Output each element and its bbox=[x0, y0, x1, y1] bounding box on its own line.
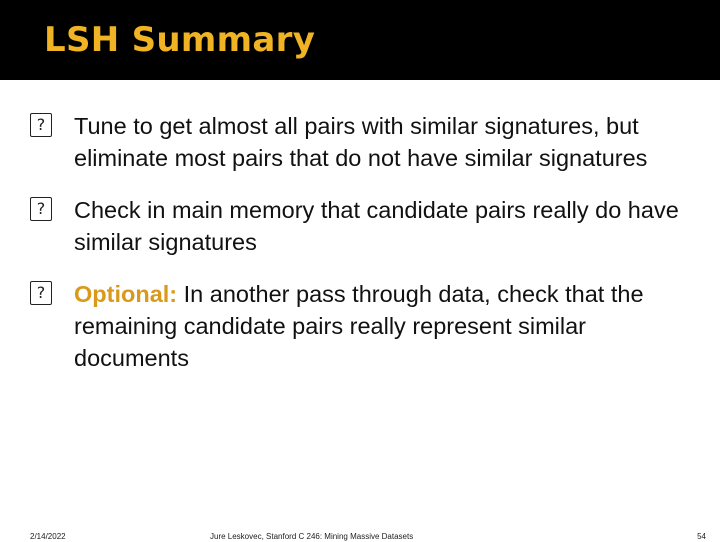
footer-page-number: 54 bbox=[697, 532, 706, 541]
bullet-text: Tune to get almost all pairs with similar signatures, but eliminate most pairs that do not have similar signatures bbox=[74, 113, 648, 171]
bullet-highlight-label: Optional: bbox=[74, 281, 178, 307]
bullet-item bbox=[30, 110, 690, 174]
slide-title: LSH Summary bbox=[44, 20, 316, 60]
bullet-item bbox=[30, 194, 690, 258]
bullet-item bbox=[30, 278, 690, 374]
footer-date: 2/14/2022 bbox=[30, 532, 66, 541]
title-bar bbox=[0, 0, 720, 80]
footer-credit: Jure Leskovec, Stanford C 246: Mining Massive Datasets bbox=[210, 532, 414, 541]
bullet-list bbox=[30, 110, 690, 394]
bullet-text: Check in main memory that candidate pairs really do have similar signatures bbox=[74, 197, 679, 255]
unrendered-glyph-box-icon bbox=[30, 113, 52, 137]
unrendered-glyph-box-icon bbox=[30, 281, 52, 305]
unrendered-glyph-box-icon bbox=[30, 197, 52, 221]
bullet-text: In another pass through data, check that the remaining candidate pairs really represent similar documents bbox=[74, 281, 644, 371]
